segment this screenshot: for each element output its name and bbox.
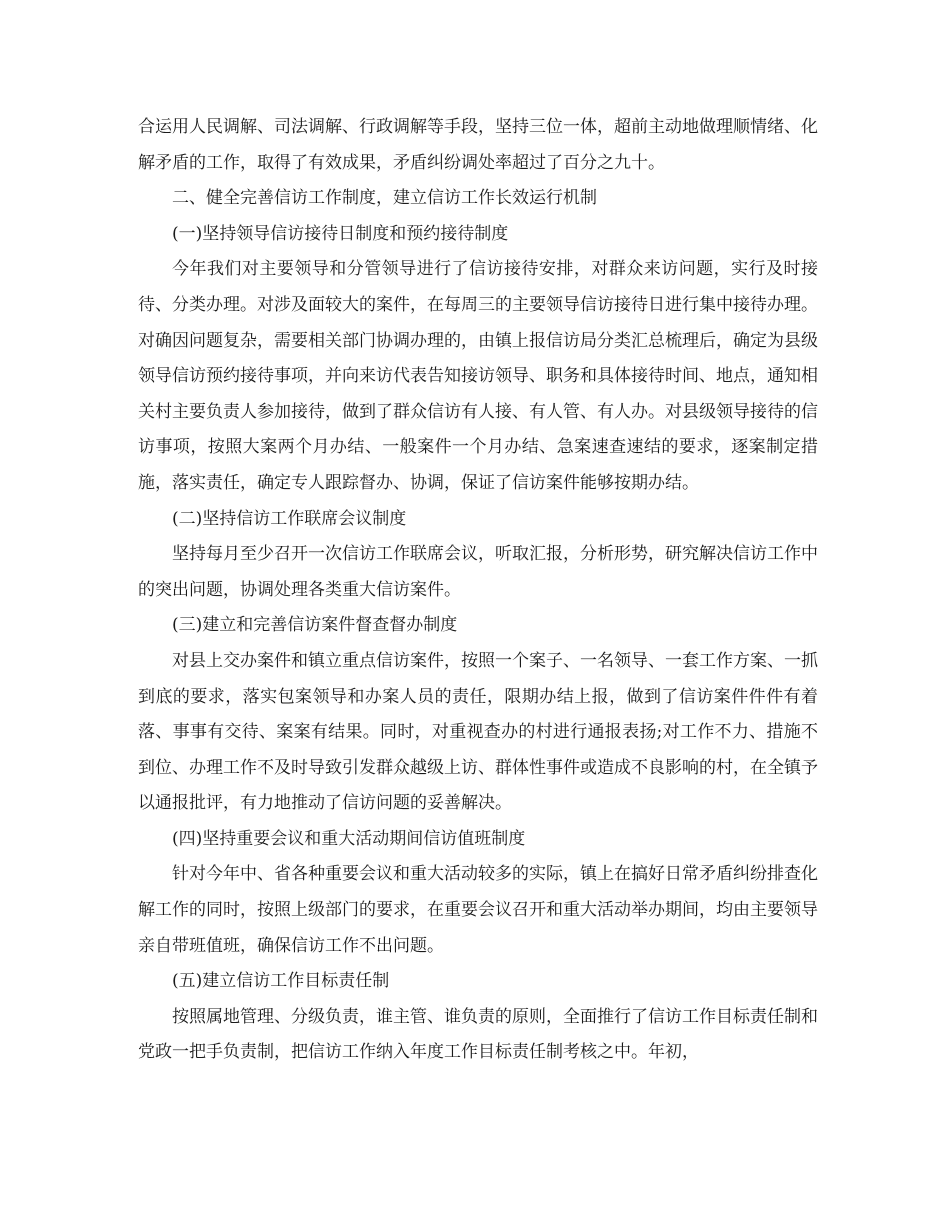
subheading-1: (一)坚持领导信访接待日制度和预约接待制度 [172,223,509,244]
paragraph-responsibility: 按照属地管理、分级负责，谁主管、谁负责的原则，全面推行了信访工作目标责任制和党政一把手负责制，把信访工作纳入年度工作目标责任制考核之中。年初， [138,1006,818,1063]
paragraph-duty: 针对今年中、省各种重要会议和重大活动较多的实际，镇上在搞好日常矛盾纠纷排查化解工作的同时，按照上级部门的要求，在重要会议召开和重大活动举办期间，均由主要领导亲自带班值班，确保信访工作不出问题。 [138,864,818,956]
subheading-4: (四)坚持重要会议和重大活动期间信访值班制度 [172,828,526,849]
section-heading-2: 二、健全完善信访工作制度，建立信访工作长效运行机制 [172,188,597,209]
paragraph-supervision: 对县上交办案件和镇立重点信访案件，按照一个案子、一名领导、一套工作方案、一抓到底的要求，落实包案领导和办案人员的责任，限期办结上报，做到了信访案件件件有着落、事事有交待、案案有结果。同时，对重视查办的村进行通报表扬;对工作不力、措施不到位、办理工作不及时导致引发群众越级上访、群体性事件或造成不良影响的村，在全镇予以通报批评，有力地推动了信访问题的妥善解决。 [138,650,818,814]
subheading-2: (二)坚持信访工作联席会议制度 [172,508,407,529]
document-body [138,110,818,1071]
subheading-5: (五)建立信访工作目标责任制 [172,971,390,992]
paragraph-1: 合运用人民调解、司法调解、行政调解等手段，坚持三位一体，超前主动地做理顺情绪、化解矛盾的工作，取得了有效成果，矛盾纠纷调处率超过了百分之九十。 [138,117,818,173]
paragraph-joint-meeting: 坚持每月至少召开一次信访工作联席会议，听取汇报，分析形势，研究解决信访工作中的突出问题，协调处理各类重大信访案件。 [138,544,818,600]
subheading-3: (三)建立和完善信访案件督查督办制度 [172,615,458,636]
paragraph-reception: 今年我们对主要领导和分管领导进行了信访接待安排，对群众来访问题，实行及时接待、分类办理。对涉及面较大的案件，在每周三的主要领导信访接待日进行集中接待办理。对确因问题复杂，需要相关部门协调办理的，由镇上报信访局分类汇总梳理后，确定为县级领导信访预约接待事项，并向来访代表告知接访领导、职务和具体接待时间、地点，通知相关村主要负责人参加接待，做到了群众信访有人接、有人管、有人办。对县级领导接待的信访事项，按照大案两个月办结、一般案件一个月办结、急案速查速结的要求，逐案制定措施，落实责任，确定专人跟踪督办、协调，保证了信访案件能够按期办结。 [138,259,818,493]
